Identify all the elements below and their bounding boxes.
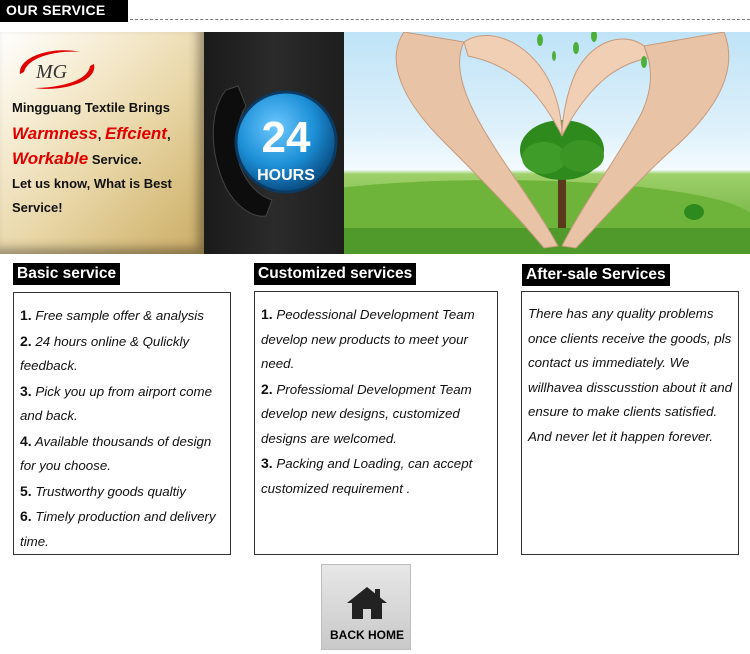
list-item: 6. Timely production and delivery time. <box>20 508 216 549</box>
list-item: 1. Free sample offer & analysis <box>20 307 204 323</box>
tagline-comma2: , <box>166 127 171 142</box>
tagline-effcient: Effcient <box>104 124 167 143</box>
phone-24-hours-icon <box>208 70 338 220</box>
hands-heart-illustration <box>344 32 750 254</box>
tagline-line3 <box>12 147 200 172</box>
list-item: 5. Trustworthy goods qualtiy <box>20 482 186 499</box>
banner-tagline <box>12 96 200 220</box>
list-item: 2. 24 hours online & Qulickly feedback. <box>20 332 190 373</box>
customized-services-title: Customized services <box>254 263 416 285</box>
header-notch <box>112 6 128 16</box>
badge-hours: HOURS <box>257 167 315 184</box>
tagline-workable: Workable <box>12 149 89 168</box>
tagline-line4: Let us know, What is Best Service! <box>12 176 172 215</box>
back-home-label: BACK HOME <box>330 628 404 642</box>
list-item: 2. Professiomal Development Team develop new designs, customized designs are welcomed. <box>261 380 472 446</box>
hands-tree-photo <box>344 32 750 254</box>
service-banner <box>0 32 750 254</box>
after-sale-services-box <box>521 291 739 555</box>
list-item: 4. Available thousands of design for you choose. <box>20 432 212 473</box>
basic-service-box <box>13 292 231 555</box>
header-underline <box>0 20 128 22</box>
section-header <box>0 0 750 24</box>
tagline-warmness: Warmness <box>12 124 98 143</box>
banner-text-panel <box>0 32 204 254</box>
after-sale-text: There has any quality problems once clients receive the goods, pls contact us immediately. We willhavea disscusstion about it and ensure to make clients satisfied. And never let it happen forever. <box>528 306 733 444</box>
basic-service-title: Basic service <box>13 263 120 285</box>
list-item: 3. Pick you up from airport come and back. <box>20 382 213 423</box>
tagline-service: Service. <box>88 152 142 167</box>
hotline-panel <box>204 32 344 254</box>
badge-number: 24 <box>261 113 311 162</box>
back-home-button[interactable] <box>321 564 411 650</box>
tagline-line1: Mingguang Textile Brings <box>12 100 170 115</box>
mg-logo <box>14 44 100 94</box>
tagline-comma1: , <box>97 127 102 142</box>
section-title: OUR SERVICE <box>6 2 106 18</box>
customized-services-box <box>254 291 498 555</box>
after-sale-services-title: After-sale Services <box>522 264 670 286</box>
logo-letters: MG <box>36 61 68 83</box>
header-dashed-divider <box>130 19 750 20</box>
list-item: 3. Packing and Loading, can accept customized requirement . <box>261 455 473 496</box>
tagline-line2 <box>12 122 200 147</box>
home-icon <box>345 585 389 621</box>
list-item: 1. Peodessional Development Team develop new products to meet your need. <box>261 306 475 371</box>
